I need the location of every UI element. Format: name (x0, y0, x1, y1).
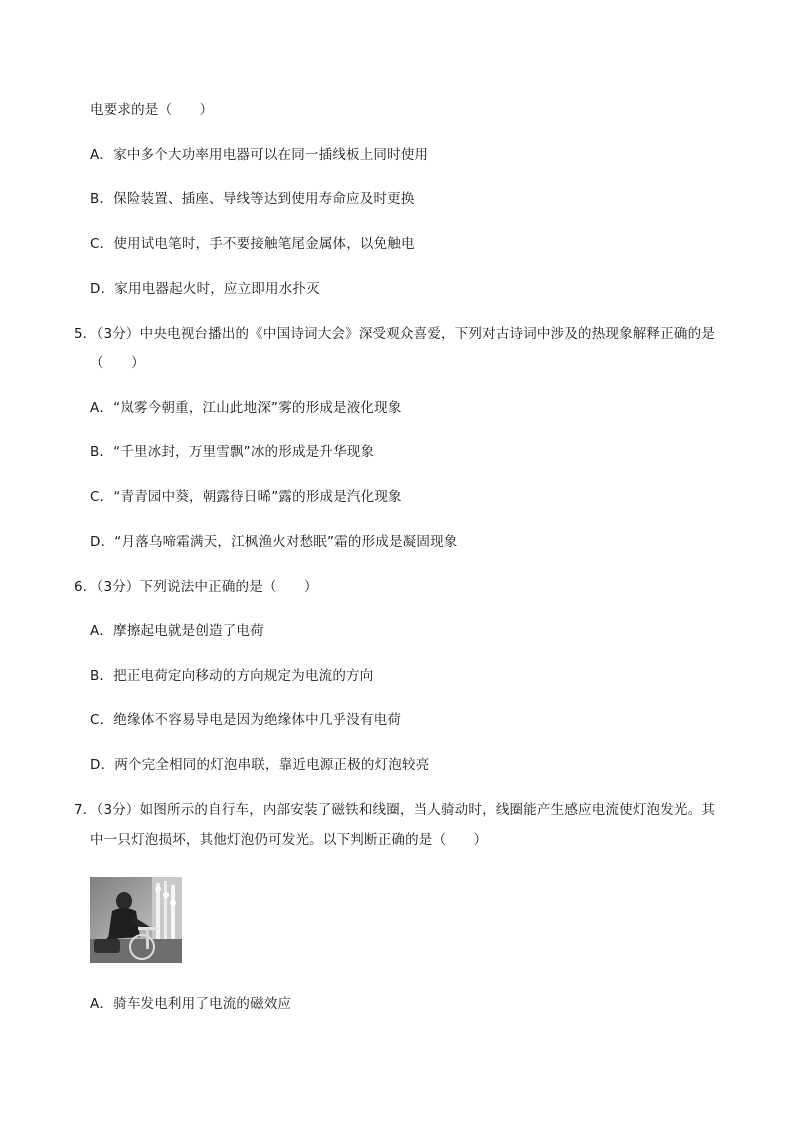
question-6-option-a: A．摩擦起电就是创造了电荷 (90, 623, 264, 639)
question-5-option-b: B．“千里冰封，万里雪飘”冰的形成是升华现象 (90, 444, 375, 460)
question-6-stem: 6．（3分）下列说法中正确的是（ ） (74, 579, 318, 595)
question-5-option-c: C．“青青园中葵，朝露待日晞”露的形成是汽化现象 (90, 489, 402, 505)
question-7-option-a: A．骑车发电利用了电流的磁效应 (90, 996, 292, 1012)
bicycle-generator-photo (90, 877, 182, 963)
question-6-option-d: D．两个完全相同的灯泡串联，靠近电源正极的灯泡较亮 (90, 757, 430, 773)
question-4-option-a: A．家中多个大功率用电器可以在同一插线板上同时使用 (90, 147, 429, 163)
question-7-stem: 7．（3分）如图所示的自行车，内部安装了磁铁和线圈，当人骑动时，线圈能产生感应电流使灯泡发光。其 (74, 802, 716, 818)
question-6-option-c: C．绝缘体不容易导电是因为绝缘体中几乎没有电荷 (90, 712, 402, 728)
question-5-stem: 5．（3分）中央电视台播出的《中国诗词大会》深受观众喜爱，下列对古诗词中涉及的热现象解释正确的是 (74, 326, 716, 342)
question-4-option-b: B．保险装置、插座、导线等达到使用寿命应及时更换 (90, 191, 415, 207)
question-5-stem-cont: （ ） (90, 355, 145, 371)
question-7-stem-cont: 中一只灯泡损坏，其他灯泡仍可发光。以下判断正确的是（ ） (90, 832, 488, 848)
question-4-continuation: 电要求的是（ ） (90, 102, 214, 118)
question-6-option-b: B．把正电荷定向移动的方向规定为电流的方向 (90, 668, 374, 684)
question-5-option-a: A．“岚雾今朝重，江山此地深”雾的形成是液化现象 (90, 400, 402, 416)
question-5-option-d: D．“月落乌啼霜满天，江枫渔火对愁眠”霜的形成是凝固现象 (90, 534, 458, 550)
question-4-option-d: D．家用电器起火时，应立即用水扑灭 (90, 281, 320, 297)
question-4-option-c: C．使用试电笔时，手不要接触笔尾金属体，以免触电 (90, 236, 415, 252)
